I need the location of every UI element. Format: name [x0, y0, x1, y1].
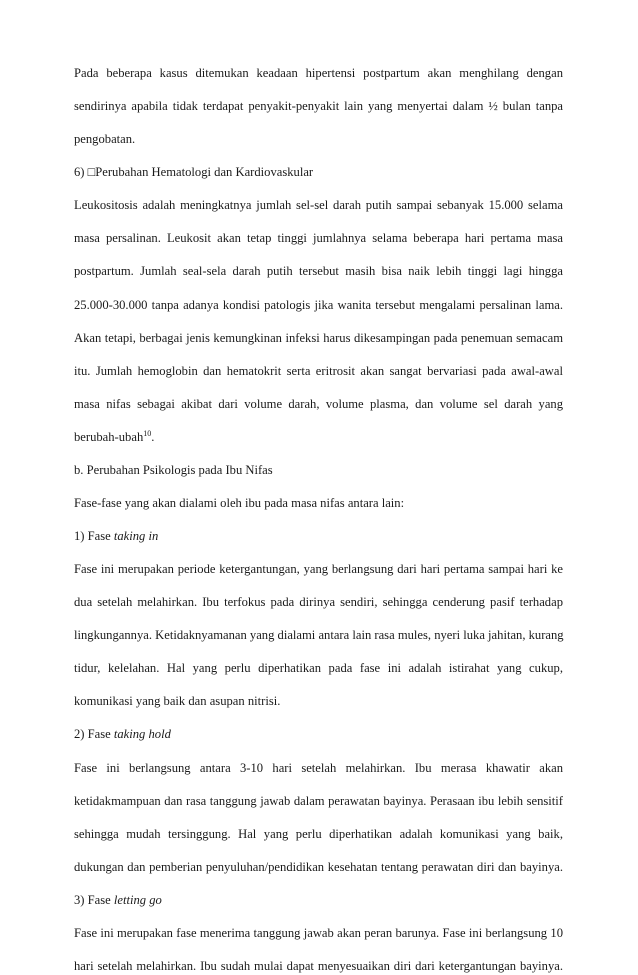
- section-heading: 6) □Perubahan Hematologi dan Kardiovaskular: [74, 165, 314, 179]
- paragraph-line: dukungan dan pemberian penyuluhan/pendidikan kesehatan tentang perawatan diri dan bayinya.: [74, 860, 563, 874]
- paragraph-line: Pada beberapa kasus ditemukan keadaan hipertensi postpartum akan menghilang dengan: [74, 66, 563, 80]
- paragraph-line: lingkungannya. Ketidaknyamanan yang dialami antara lain rasa mules, nyeri luka jahitan, kurang: [74, 628, 564, 642]
- phase-name: taking in: [113, 529, 159, 543]
- paragraph-line: itu. Jumlah hemoglobin dan hematokrit serta eritrosit akan sangat bervariasi pada awal-awal: [74, 364, 563, 378]
- paragraph-line: Fase ini merupakan fase menerima tanggung jawab akan peran barunya. Fase ini berlangsung 10: [74, 926, 563, 940]
- paragraph-line: Akan tetapi, berbagai jenis kemungkinan infeksi harus dikesampingan pada penemuan semacam: [74, 331, 563, 345]
- paragraph-line: sendirinya apabila tidak terdapat penyakit-penyakit lain yang menyertai dalam ½ bulan tanpa: [74, 99, 563, 113]
- paragraph-line: dua setelah melahirkan. Ibu terfokus pada dirinya sendiri, sehingga cenderung pasif terhadap: [74, 595, 563, 609]
- paragraph-line: Fase ini berlangsung antara 3-10 hari setelah melahirkan. Ibu merasa khawatir akan: [74, 761, 563, 775]
- paragraph-line: Fase-fase yang akan dialami oleh ibu pada masa nifas antara lain:: [74, 496, 405, 510]
- paragraph-line: masa nifas sebagai akibat dari volume darah, volume plasma, dan volume sel darah yang: [74, 397, 563, 411]
- paragraph-line: [74, 429, 563, 445]
- subsection-heading: [74, 528, 563, 544]
- paragraph-line-text: berubah-ubah: [74, 430, 144, 444]
- sentence-period: .: [151, 430, 155, 444]
- paragraph-line: 25.000-30.000 tanpa adanya kondisi patologis jika wanita tersebut mengalami persalinan lama.: [74, 298, 563, 312]
- subsection-heading: [74, 892, 563, 908]
- subsection-label: 2) Fase: [74, 727, 114, 741]
- footnote-reference: 10: [143, 429, 152, 438]
- phase-name: taking hold: [113, 727, 171, 741]
- section-heading: b. Perubahan Psikologis pada Ibu Nifas: [74, 463, 273, 477]
- paragraph-line: komunikasi yang baik dan asupan nitrisi.: [74, 694, 281, 708]
- phase-name: letting go: [113, 893, 162, 907]
- subsection-label: 3) Fase: [74, 893, 114, 907]
- subsection-heading: [74, 726, 563, 742]
- paragraph-line: tidur, kelelahan. Hal yang perlu diperhatikan pada fase ini adalah istirahat yang cukup,: [74, 661, 563, 675]
- paragraph-line: hari setelah melahirkan. Ibu sudah mulai dapat menyesuaikan diri dari ketergantungan bayinya.: [74, 959, 563, 973]
- paragraph-line: sehingga mudah tersinggung. Hal yang perlu diperhatikan adalah komunikasi yang baik,: [74, 827, 563, 841]
- paragraph-line: masa persalinan. Leukosit akan tetap tinggi jumlahnya selama beberapa hari pertama masa: [74, 231, 563, 245]
- paragraph-line: postpartum. Jumlah seal-sela darah putih tersebut masih bisa naik lebih tinggi lagi hingga: [74, 264, 563, 278]
- paragraph-line: pengobatan.: [74, 132, 136, 146]
- subsection-label: 1) Fase: [74, 529, 114, 543]
- paragraph-line: Leukositosis adalah meningkatnya jumlah sel-sel darah putih sampai sebanyak 15.000 selama: [74, 198, 563, 212]
- paragraph-line: Fase ini merupakan periode ketergantungan, yang berlangsung dari hari pertama sampai hari ke: [74, 562, 563, 576]
- paragraph-line: ketidakmampuan dan rasa tanggung jawab dalam perawatan bayinya. Perasaan ibu lebih sensitif: [74, 794, 563, 808]
